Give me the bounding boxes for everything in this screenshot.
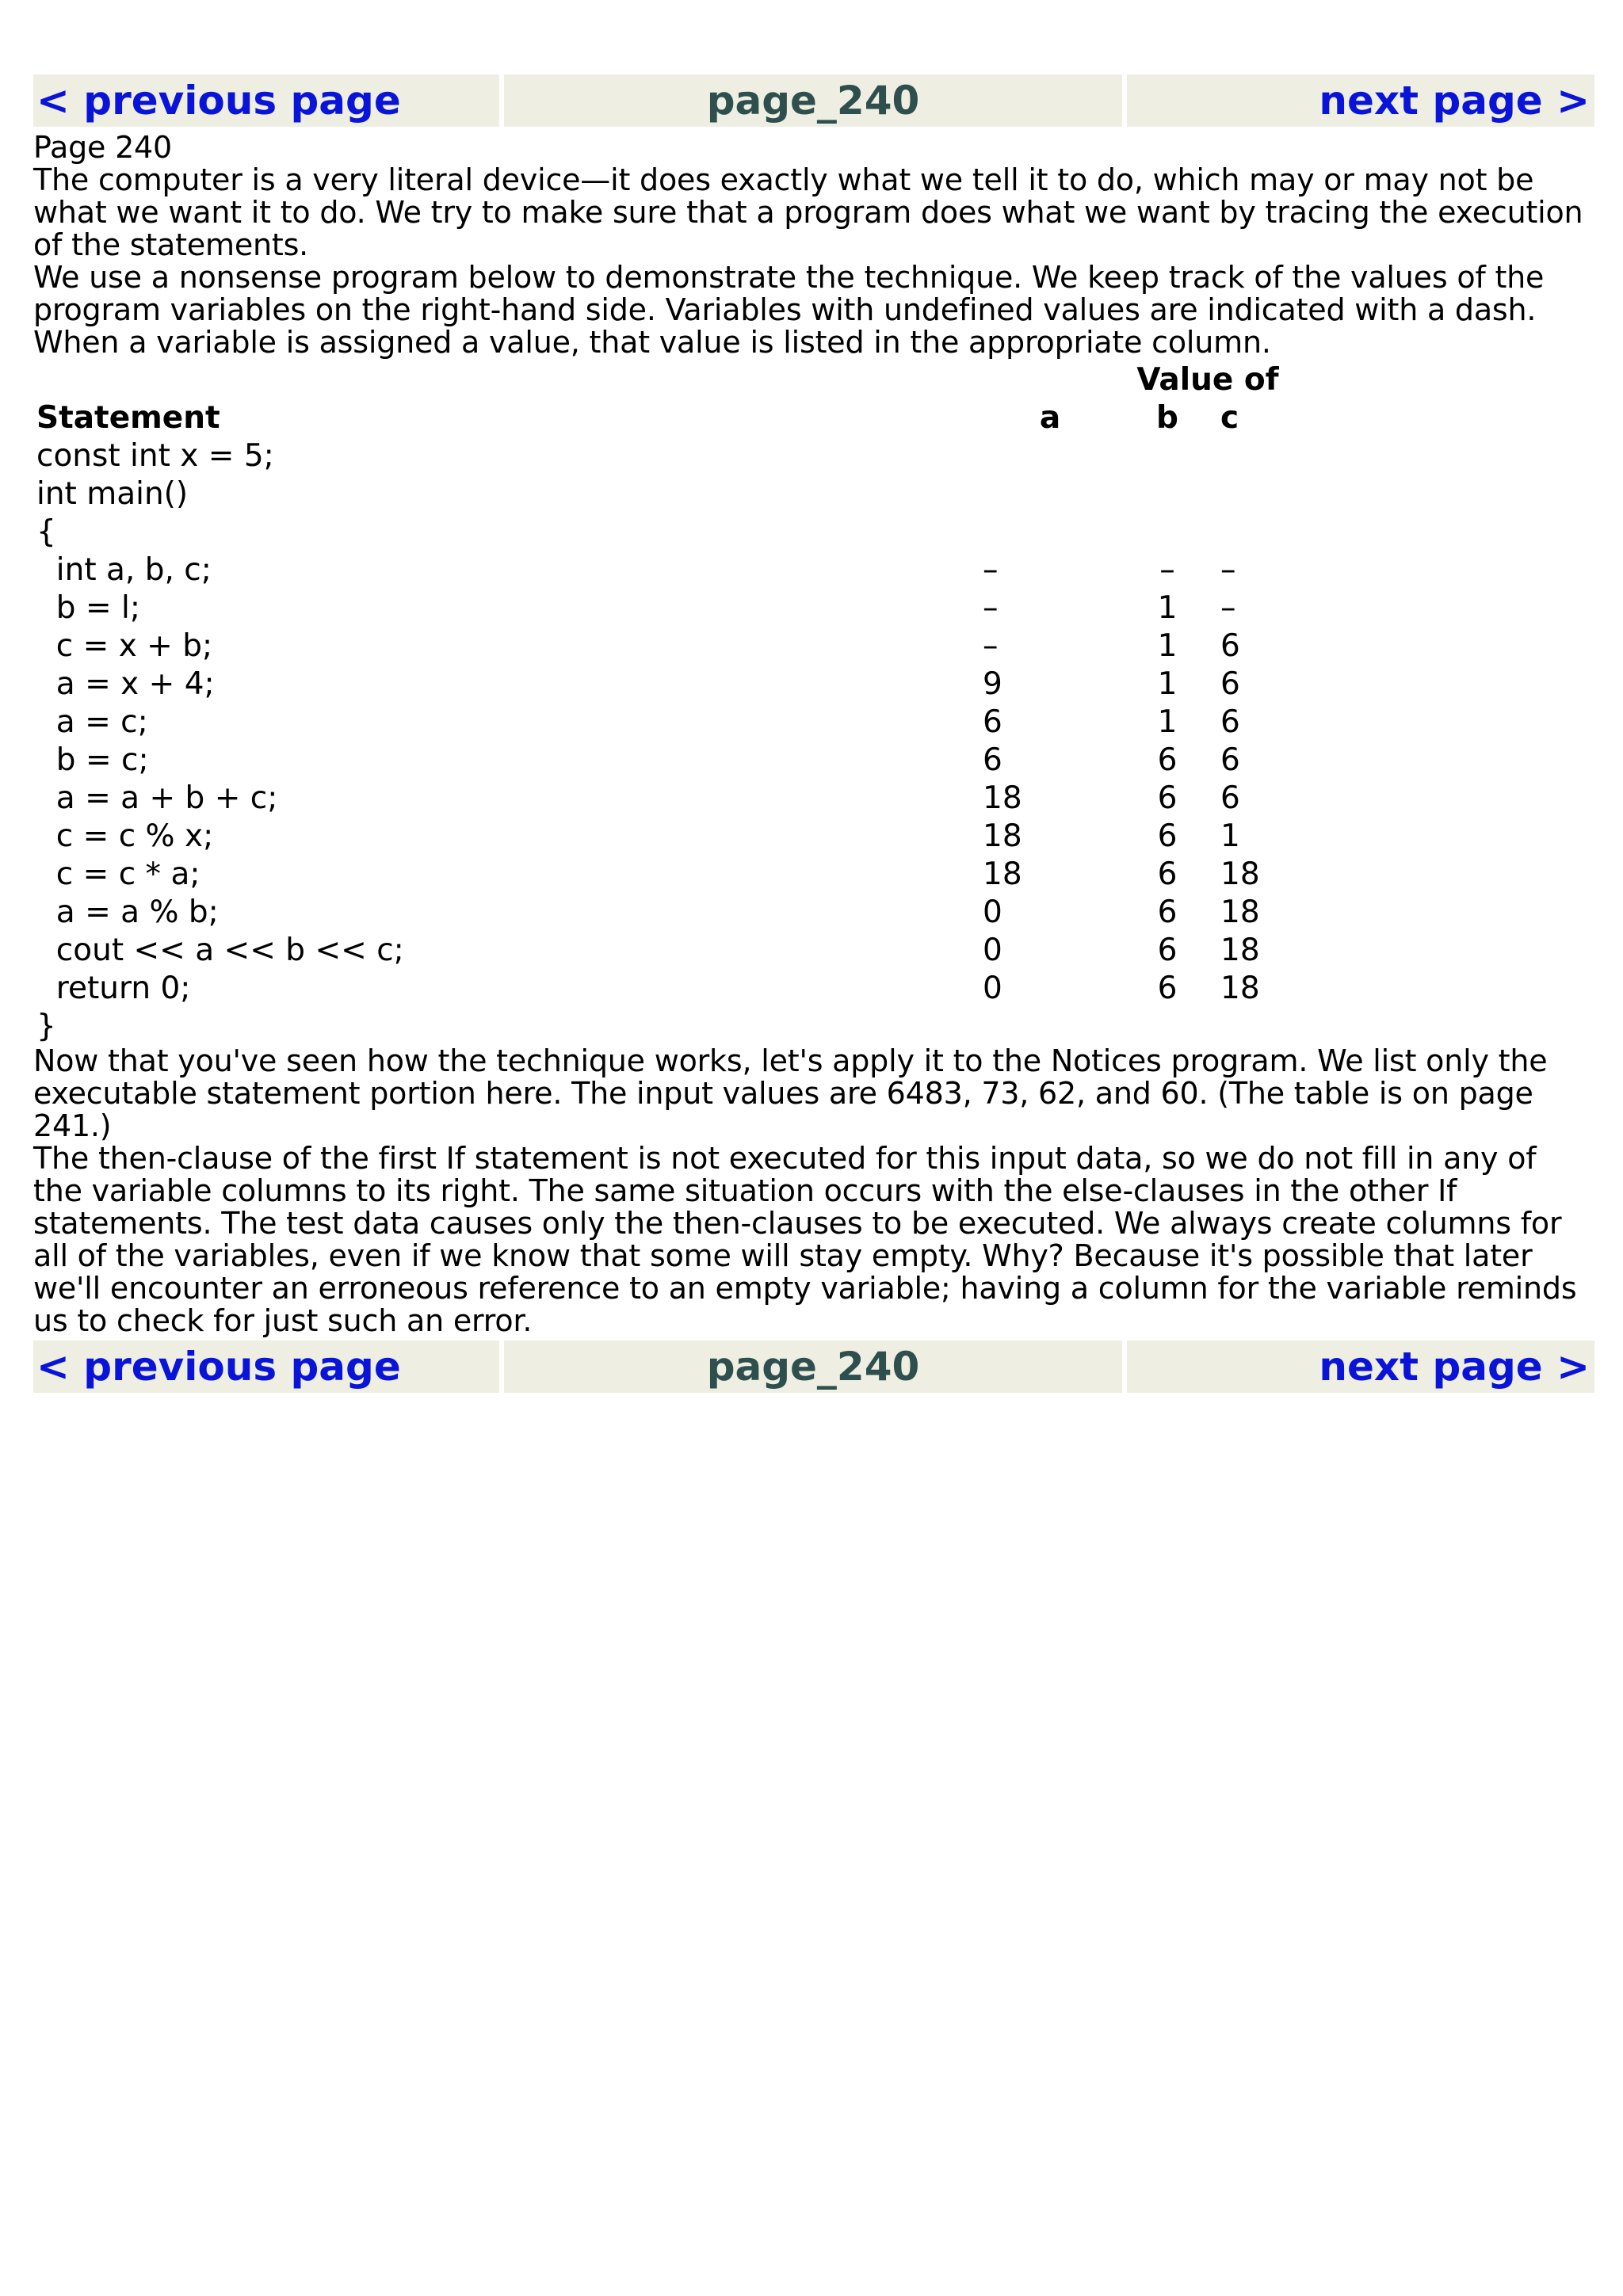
c-value-cell: 6	[1220, 627, 1240, 664]
statement-cell: b = l;	[36, 589, 140, 626]
b-value-cell: 6	[1157, 894, 1178, 930]
table-row	[33, 627, 1295, 665]
c-value-cell: 18	[1220, 970, 1260, 1006]
table-row	[33, 665, 1295, 703]
a-value-cell: 0	[983, 932, 1002, 968]
top-navigation-bar	[33, 74, 1594, 127]
b-value-cell	[1121, 1007, 1214, 1045]
table-value-of-row	[33, 360, 1295, 399]
b-value-cell: 6	[1157, 742, 1178, 778]
a-value-cell: 0	[983, 894, 1002, 930]
next-page-link[interactable]: next page >	[1319, 78, 1590, 124]
closing-content	[33, 1045, 1594, 1337]
statement-cell: int main()	[36, 475, 189, 512]
trace-table	[33, 360, 1295, 1045]
b-value-cell: 6	[1157, 856, 1178, 892]
b-value-cell: 6	[1157, 818, 1178, 854]
statement-cell: }	[36, 1008, 56, 1044]
table-row	[33, 893, 1295, 931]
statement-cell: a = c;	[36, 704, 148, 740]
c-value-cell	[1214, 513, 1295, 551]
table-row	[33, 969, 1295, 1007]
statement-cell: c = c % x;	[36, 818, 214, 854]
a-value-cell: 18	[983, 856, 1022, 892]
table-row	[33, 855, 1295, 893]
c-value-cell: 18	[1220, 894, 1260, 930]
c-value-cell	[1214, 1007, 1295, 1045]
a-value-cell: 9	[983, 666, 1002, 702]
a-value-cell	[980, 437, 1121, 475]
b-value-cell	[1121, 513, 1214, 551]
c-value-cell: –	[1220, 589, 1236, 626]
page-content	[33, 132, 1594, 359]
a-value-cell	[980, 513, 1121, 551]
a-header: a	[1039, 399, 1061, 436]
a-value-cell: 18	[983, 780, 1022, 816]
table-row	[33, 551, 1295, 589]
statement-cell: int a, b, c;	[36, 551, 212, 588]
a-value-cell: –	[983, 589, 999, 626]
document-page	[33, 74, 1594, 1393]
table-row	[33, 703, 1295, 741]
bottom-navigation-bar	[33, 1341, 1594, 1393]
c-value-cell: 6	[1220, 704, 1240, 740]
page-label: Page 240	[33, 130, 173, 165]
next-page-link[interactable]: next page >	[1319, 1344, 1590, 1390]
statement-cell: c = x + b;	[36, 627, 213, 664]
c-header: c	[1220, 399, 1239, 436]
explanation-paragraph: The then-clause of the first If statement is not executed for this input data, so we do not fill in any of the variable columns to its right. The same situation occurs with the else-clauses in the other If statements. The test data causes only the then-clauses to be executed. We always create columns for all of the variables, even if we know that some will stay empty. Why? Because it's possible that later we'll encounter an erroneous reference to an empty variable; having a column for the variable reminds us to check for just such an error.	[33, 1141, 1577, 1338]
statement-cell: a = x + 4;	[36, 666, 215, 702]
bottom-prev-cell	[33, 1341, 499, 1393]
c-value-cell: 6	[1220, 666, 1240, 702]
a-value-cell: 6	[983, 742, 1002, 778]
notices-paragraph: Now that you've seen how the technique works, let's apply it to the Notices program. We list only the executable statement portion here. The input values are 6483, 73, 62, and 60. (The table is on page 241.)	[33, 1043, 1548, 1143]
statement-cell: a = a + b + c;	[36, 780, 278, 816]
statement-cell: b = c;	[36, 742, 149, 778]
table-row	[33, 817, 1295, 855]
table-row	[33, 1007, 1295, 1045]
b-value-cell: 6	[1157, 932, 1178, 968]
a-value-cell: 18	[983, 818, 1022, 854]
statement-cell: cout << a << b << c;	[36, 932, 404, 968]
c-value-cell: –	[1220, 551, 1236, 588]
statement-header: Statement	[36, 399, 220, 436]
b-value-cell: 1	[1157, 627, 1178, 664]
c-value-cell: 6	[1220, 742, 1240, 778]
value-of-header: Value of	[1136, 361, 1279, 398]
c-value-cell: 1	[1220, 818, 1240, 854]
b-value-cell	[1121, 437, 1214, 475]
b-value-cell: 1	[1157, 589, 1178, 626]
table-row	[33, 741, 1295, 779]
statement-cell: a = a % b;	[36, 894, 219, 930]
bottom-next-cell	[1127, 1341, 1594, 1393]
a-value-cell: –	[983, 551, 999, 588]
b-value-cell: 1	[1157, 704, 1178, 740]
c-value-cell: 6	[1220, 780, 1240, 816]
table-row	[33, 779, 1295, 817]
table-row	[33, 437, 1295, 475]
c-value-cell: 18	[1220, 932, 1260, 968]
b-value-cell: 6	[1157, 970, 1178, 1006]
trace-table-body	[33, 437, 1295, 1045]
previous-page-link[interactable]: < previous page	[36, 78, 401, 124]
top-page-id: page_240	[504, 74, 1122, 127]
top-next-cell	[1127, 74, 1594, 127]
statement-cell: const int x = 5;	[36, 437, 274, 474]
b-header: b	[1156, 399, 1178, 436]
previous-page-link[interactable]: < previous page	[36, 1344, 401, 1390]
c-value-cell	[1214, 475, 1295, 513]
table-row	[33, 931, 1295, 969]
statement-cell: c = c * a;	[36, 856, 200, 892]
a-value-cell: 0	[983, 970, 1002, 1006]
table-row	[33, 513, 1295, 551]
statement-cell: {	[36, 513, 56, 550]
statement-cell: return 0;	[36, 970, 191, 1006]
technique-paragraph: We use a nonsense program below to demonstrate the technique. We keep track of the values of the program variables on the right-hand side. Variables with undefined values are indicated with a dash. When a variable is assigned a value, that value is listed in the appropriate column.	[33, 260, 1545, 360]
b-value-cell: –	[1159, 551, 1175, 588]
a-value-cell: 6	[983, 704, 1002, 740]
a-value-cell	[980, 475, 1121, 513]
a-value-cell: –	[983, 627, 999, 664]
b-value-cell: 6	[1157, 780, 1178, 816]
table-row	[33, 475, 1295, 513]
table-header-row	[33, 399, 1295, 437]
c-value-cell: 18	[1220, 856, 1260, 892]
b-value-cell: 1	[1157, 666, 1178, 702]
b-value-cell	[1121, 475, 1214, 513]
top-prev-cell	[33, 74, 499, 127]
table-row	[33, 589, 1295, 627]
intro-paragraph: The computer is a very literal device—it does exactly what we tell it to do, which may or may not be what we want it to do. We try to make sure that a program does what we want by tracing the execution of the statements.	[33, 162, 1583, 262]
a-value-cell	[980, 1007, 1121, 1045]
bottom-page-id: page_240	[504, 1341, 1122, 1393]
c-value-cell	[1214, 437, 1295, 475]
